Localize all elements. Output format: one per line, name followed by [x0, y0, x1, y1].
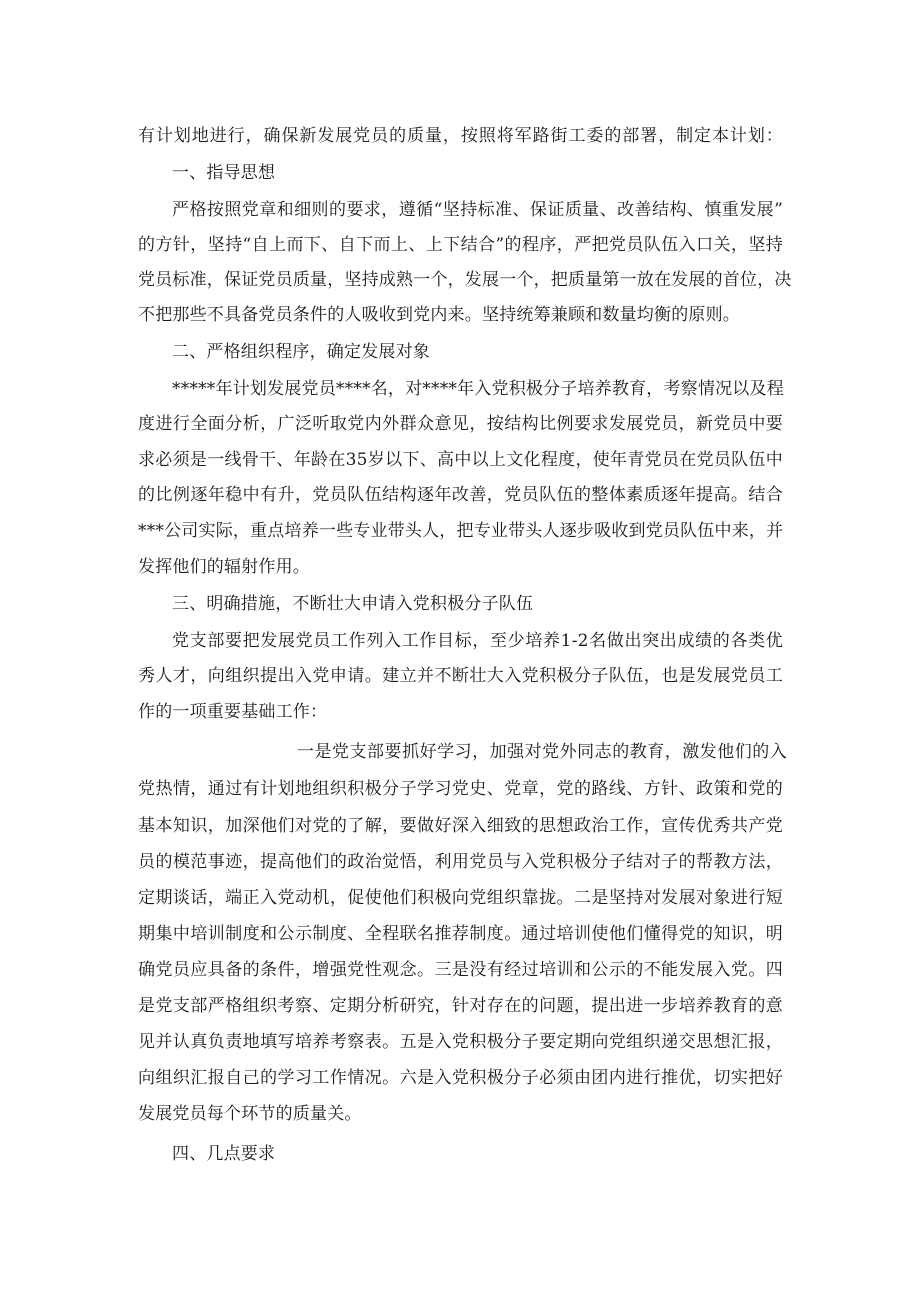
paragraph-line: 发展党员每个环节的质量关。	[138, 1104, 362, 1124]
section-heading: 二、严格组织程序，确定发展对象	[172, 342, 430, 362]
paragraph-line: 的比例逐年稳中有升，党员队伍结构逐年改善，党员队伍的整体素质逐年提高。结合	[138, 485, 783, 505]
paragraph-line: 秀人才，向组织提出入党申请。建立并不断壮大入党积极分子队伍，也是发展党员工	[138, 666, 783, 686]
paragraph-line: 发挥他们的辐射作用。	[138, 557, 310, 577]
paragraph-line: ***公司实际，重点培养一些专业带头人，把专业带头人逐步吸收到党员队伍中来，并	[138, 521, 784, 541]
paragraph-line: 不把那些不具备党员条件的人吸收到党内来。坚持统筹兼顾和数量均衡的原则。	[138, 305, 740, 325]
section-heading: 三、明确措施，不断壮大申请入党积极分子队伍	[172, 594, 534, 614]
paragraph-line: 见并认真负责地填写培养考察表。五是入党积极分子要定期向党组织递交思想汇报，	[138, 1032, 783, 1052]
paragraph-line: 求必须是一线骨干、年龄在35岁以下、高中以上文化程度，使年青党员在党员队伍中	[138, 450, 783, 470]
paragraph-line: 确党员应具备的条件，增强党性观念。三是没有经过培训和公示的不能发展入党。四	[138, 960, 783, 980]
paragraph-line: 有计划地进行，确保新发展党员的质量，按照将军路街工委的部署，制定本计划：	[138, 126, 783, 146]
paragraph-line: 党热情，通过有计划地组织积极分子学习党史、党章，党的路线、方针、政策和党的	[138, 779, 783, 799]
paragraph-line: 一是党支部要抓好学习，加强对党外同志的教育，激发他们的入	[297, 742, 787, 762]
paragraph-line: 严格按照党章和细则的要求，遵循“坚持标准、保证质量、改善结构、慎重发展”	[172, 200, 783, 220]
paragraph-line: 党员标准，保证党员质量，坚持成熟一个，发展一个，把质量第一放在发展的首位，决	[138, 270, 792, 290]
paragraph-line: 基本知识，加深他们对党的了解，要做好深入细致的思想政治工作，宣传优秀共产党	[138, 816, 783, 836]
paragraph-line: 向组织汇报自己的学习工作情况。六是入党积极分子必须由团内进行推优，切实把好	[138, 1068, 783, 1088]
paragraph-line: *****年计划发展党员****名，对****年入党积极分子培养教育，考察情况以及程	[172, 379, 784, 399]
paragraph-line: 期集中培训制度和公示制度、全程联名推荐制度。通过培训使他们懂得党的知识，明	[138, 924, 783, 944]
section-heading: 四、几点要求	[172, 1144, 276, 1164]
paragraph-line: 定期谈话，端正入党动机，促使他们积极向党组织靠拢。二是坚持对发展对象进行短	[138, 888, 783, 908]
paragraph-line: 是党支部严格组织考察、定期分析研究，针对存在的问题，提出进一步培养教育的意	[138, 996, 783, 1016]
paragraph-line: 党支部要把发展党员工作列入工作目标，至少培养1-2名做出突出成绩的各类优	[172, 631, 783, 651]
section-heading: 一、指导思想	[172, 163, 276, 183]
paragraph-line: 员的模范事迹，提高他们的政治觉悟，利用党员与入党积极分子结对子的帮教方法，	[138, 852, 783, 872]
paragraph-line: 作的一项重要基础工作：	[138, 702, 328, 722]
paragraph-line: 的方针，坚持“自上而下、自下而上、上下结合”的程序，严把党员队伍入口关，坚持	[138, 235, 783, 255]
paragraph-line: 度进行全面分析，广泛听取党内外群众意见，按结构比例要求发展党员，新党员中要	[138, 414, 783, 434]
